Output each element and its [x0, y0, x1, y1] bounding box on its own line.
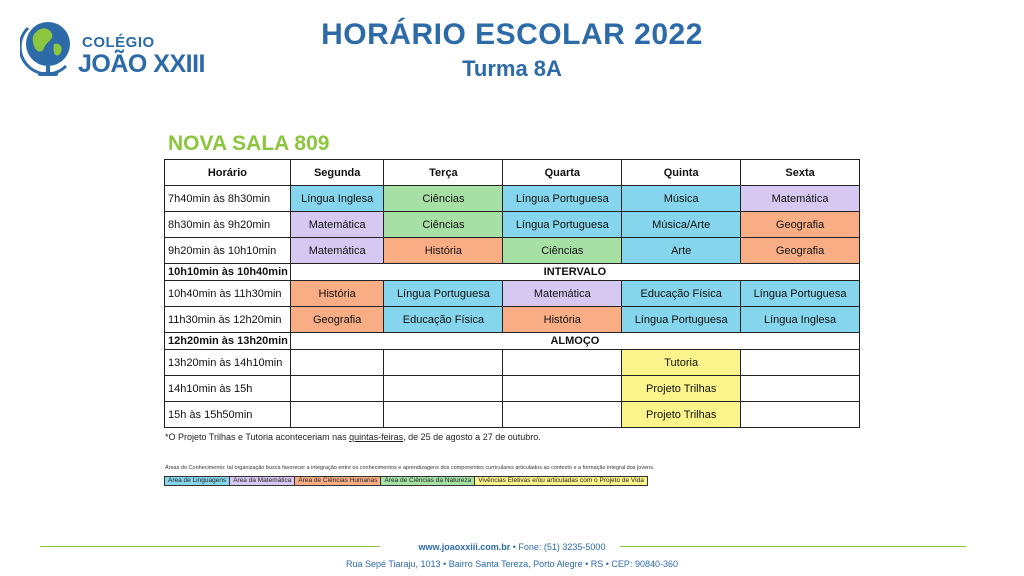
- column-header: Quarta: [503, 160, 622, 186]
- legend-item: Área de Ciências Humanas: [294, 476, 381, 486]
- time-cell: 15h às 15h50min: [165, 402, 291, 428]
- table-row: [165, 402, 860, 428]
- subject-cell: Língua Portuguesa: [503, 212, 622, 238]
- subject-cell: Língua Portuguesa: [741, 281, 860, 307]
- subject-cell: [384, 376, 503, 402]
- subject-cell: [741, 376, 860, 402]
- subject-cell: [290, 402, 384, 428]
- subject-cell: Geografia: [741, 212, 860, 238]
- legend-item: Área de Ciências da Natureza: [380, 476, 475, 486]
- legend-item: Vivências Eletivas e/ou articuladas com o Projeto de Vida: [474, 476, 648, 486]
- subject-cell: Ciências: [384, 186, 503, 212]
- subject-cell: Ciências: [384, 212, 503, 238]
- break-row: [165, 333, 860, 350]
- time-cell: 10h40min às 11h30min: [165, 281, 291, 307]
- room-label: NOVA SALA 809: [168, 132, 330, 155]
- time-cell: 11h30min às 12h20min: [165, 307, 291, 333]
- subject-cell: [503, 350, 622, 376]
- subject-cell: [384, 350, 503, 376]
- logo-text-line2: JOÃO XXIII: [78, 50, 205, 78]
- subject-cell: [290, 376, 384, 402]
- subject-cell: Matemática: [741, 186, 860, 212]
- schedule-note: [165, 432, 541, 442]
- note-text-after: , de 25 de agosto a 27 de outubro.: [403, 432, 541, 442]
- subject-cell: Tutoria: [622, 350, 741, 376]
- footer-phone: • Fone: (51) 3235-5000: [510, 542, 606, 552]
- subject-cell: Projeto Trilhas: [622, 402, 741, 428]
- subject-cell: Geografia: [741, 238, 860, 264]
- subject-cell: [741, 350, 860, 376]
- time-cell: 12h20min às 13h20min: [165, 333, 291, 350]
- footer-address: Rua Sepé Tiaraju, 1013 • Bairro Santa Tereza, Porto Alegre • RS • CEP: 90840-360: [346, 559, 678, 569]
- time-cell: 10h10min às 10h40min: [165, 264, 291, 281]
- table-row: [165, 376, 860, 402]
- subject-cell: Matemática: [503, 281, 622, 307]
- column-header: Sexta: [741, 160, 860, 186]
- page-title: HORÁRIO ESCOLAR 2022: [321, 18, 703, 51]
- subject-cell: História: [503, 307, 622, 333]
- subject-cell: Projeto Trilhas: [622, 376, 741, 402]
- subject-cell: Ciências: [503, 238, 622, 264]
- subject-cell: [503, 376, 622, 402]
- class-subtitle: Turma 8A: [462, 56, 562, 81]
- subject-cell: Língua Portuguesa: [622, 307, 741, 333]
- footer-contact: [0, 542, 1024, 552]
- subject-cell: [384, 402, 503, 428]
- subject-cell: [290, 350, 384, 376]
- column-header: Quinta: [622, 160, 741, 186]
- column-header: Segunda: [290, 160, 384, 186]
- table-row: [165, 307, 860, 333]
- table-row: [165, 238, 860, 264]
- column-header: Horário: [165, 160, 291, 186]
- subject-cell: Educação Física: [384, 307, 503, 333]
- note-text-before: *O Projeto Trilhas e Tutoria aconteceriam nas: [165, 432, 350, 442]
- logo-text-line1: COLÉGIO: [82, 34, 155, 51]
- table-row: [165, 350, 860, 376]
- subject-cell: História: [290, 281, 384, 307]
- subject-cell: Língua Inglesa: [741, 307, 860, 333]
- schedule-table: [164, 159, 860, 428]
- subject-cell: Língua Inglesa: [290, 186, 384, 212]
- table-row: [165, 186, 860, 212]
- subject-cell: Matemática: [290, 238, 384, 264]
- subject-cell: [503, 402, 622, 428]
- subject-cell: Música: [622, 186, 741, 212]
- break-label: INTERVALO: [290, 264, 859, 281]
- table-row: [165, 212, 860, 238]
- subject-cell: Língua Portuguesa: [503, 186, 622, 212]
- subject-cell: Matemática: [290, 212, 384, 238]
- area-legend: [164, 476, 647, 486]
- subject-cell: Educação Física: [622, 281, 741, 307]
- subject-cell: História: [384, 238, 503, 264]
- column-header: Terça: [384, 160, 503, 186]
- time-cell: 7h40min às 8h30min: [165, 186, 291, 212]
- footer-website[interactable]: www.joaoxxiii.com.br: [418, 542, 511, 552]
- note-underlined-text: quintas-feiras: [349, 432, 404, 442]
- subject-cell: Língua Portuguesa: [384, 281, 503, 307]
- areas-description: Áreas do Conhecimento: tal organização busca favorecer a integração entre os conhecimentos e aprendizagens dos componentes curriculares articulados ao contexto e a formação integral dos jovens.: [165, 465, 655, 471]
- subject-cell: Geografia: [290, 307, 384, 333]
- subject-cell: [741, 402, 860, 428]
- table-header-row: [165, 160, 860, 186]
- time-cell: 14h10min às 15h: [165, 376, 291, 402]
- legend-item: Área da Matemática: [229, 476, 295, 486]
- time-cell: 8h30min às 9h20min: [165, 212, 291, 238]
- break-row: [165, 264, 860, 281]
- table-row: [165, 281, 860, 307]
- break-label: ALMOÇO: [290, 333, 859, 350]
- time-cell: 13h20min às 14h10min: [165, 350, 291, 376]
- subject-cell: Música/Arte: [622, 212, 741, 238]
- subject-cell: Arte: [622, 238, 741, 264]
- time-cell: 9h20min às 10h10min: [165, 238, 291, 264]
- legend-item: Área de Linguagens: [164, 476, 230, 486]
